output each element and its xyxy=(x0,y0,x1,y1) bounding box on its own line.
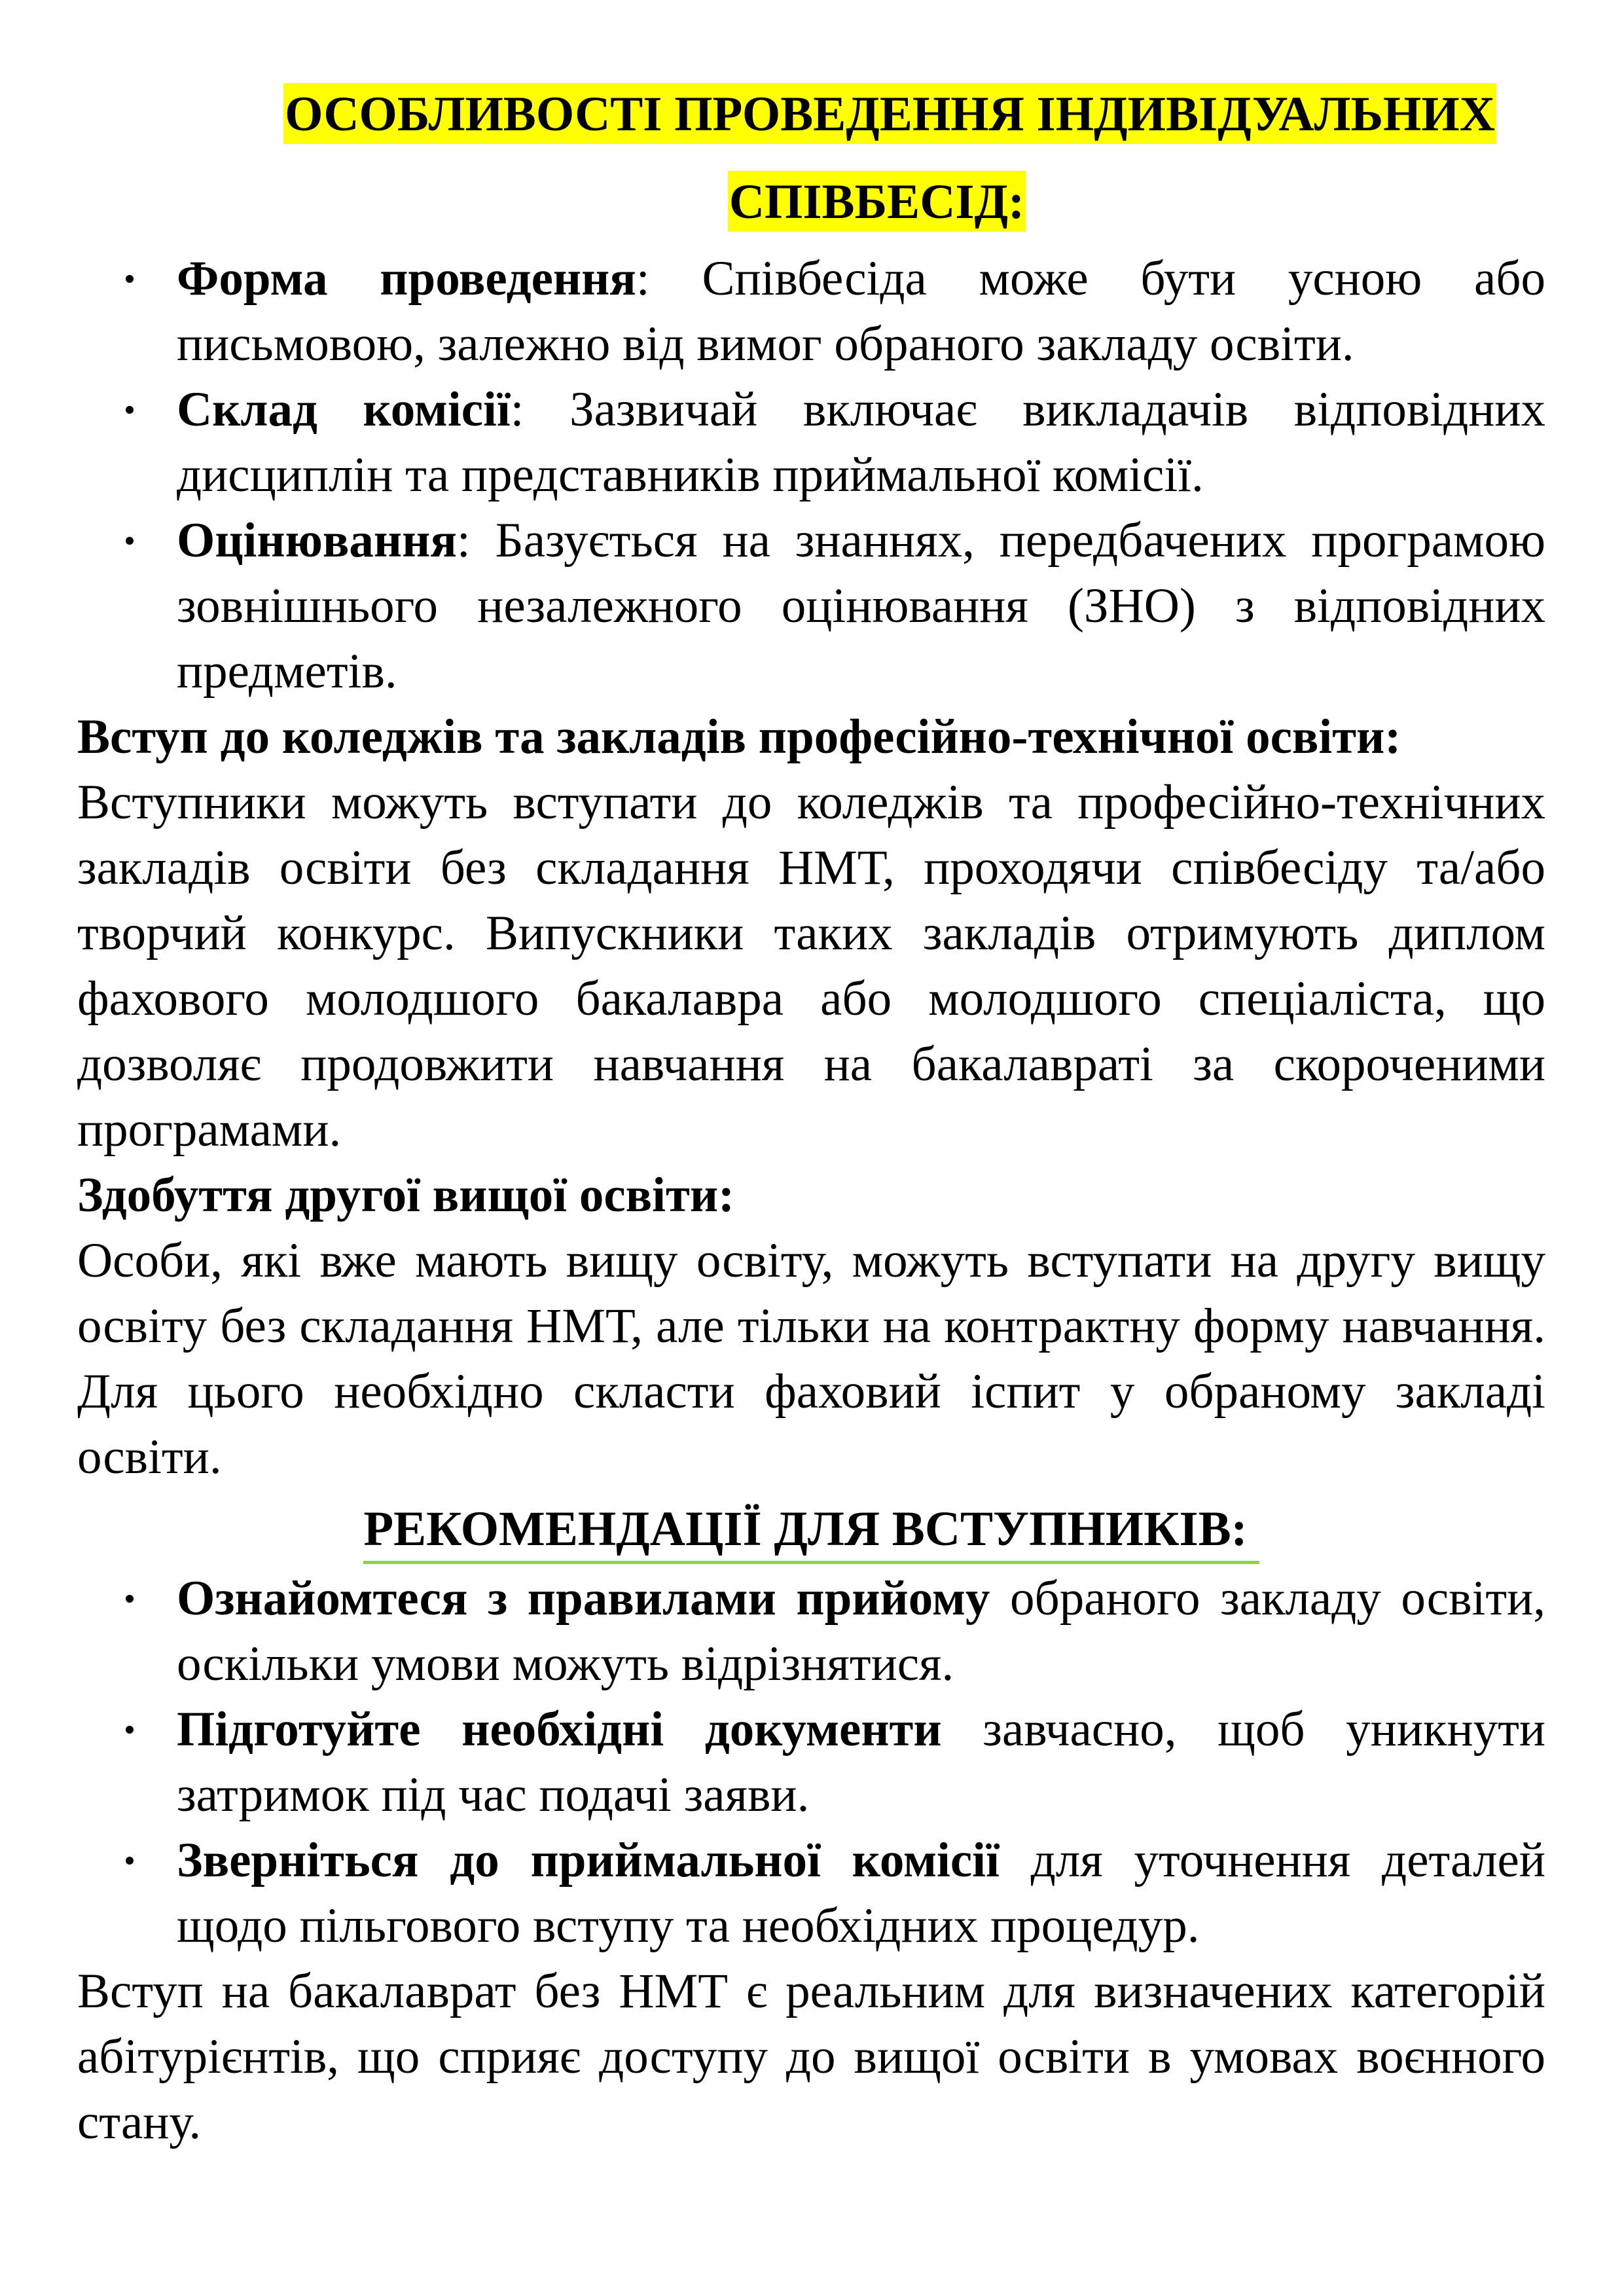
bullet-icon xyxy=(126,275,134,283)
feature-text: : Базується на знаннях, передбачених програмою зовнішнього незалежного оцінювання (ЗНО) з відповідних предметів. xyxy=(177,513,1545,699)
feature-text: : Співбесіда може бути усною або письмовою, залежно від вимог обраного закладу освіти. xyxy=(177,251,1546,371)
bullet-icon xyxy=(126,406,134,414)
heading-highlight-1: ОСОБЛИВОСТІ ПРОВЕДЕННЯ ІНДИВІДУАЛЬНИХ xyxy=(283,83,1496,144)
recommendation-term: Зверніться до приймальної комісії xyxy=(177,1833,1000,1887)
bullet-icon xyxy=(126,1857,134,1865)
recommendation-text: обраного закладу освіти, оскільки умови можуть відрізнятися. xyxy=(177,1571,1546,1691)
list-item xyxy=(77,1697,1545,1828)
heading-highlight-2: СПІВБЕСІД: xyxy=(728,171,1026,232)
recommendations-list xyxy=(77,1566,1545,1959)
recommendation-text: завчасно, щоб уникнути затримок під час подачі заяви. xyxy=(177,1702,1545,1822)
page-content xyxy=(77,71,1545,2155)
recommendations-heading-text: РЕКОМЕНДАЦІЇ ДЛЯ ВСТУПНИКІВ: xyxy=(363,1498,1259,1564)
recommendation-term: Ознайомтеся з правилами прийому xyxy=(177,1571,990,1626)
heading-line-2 xyxy=(77,158,1545,246)
recommendations-heading xyxy=(77,1490,1545,1566)
bullet-icon xyxy=(126,1726,134,1734)
list-item xyxy=(77,246,1545,377)
list-item xyxy=(77,1828,1545,1959)
recommendation-term: Підготуйте необхідні документи xyxy=(177,1702,942,1757)
feature-term: Склад комісії xyxy=(177,382,511,437)
conclusion-paragraph: Вступ на бакалаврат без НМТ є реальним для визначених категорій абітурієнтів, що сприяє доступу до вищої освіти в умовах воєнного стану. xyxy=(77,1964,1545,2149)
feature-text: : Зазвичай включає викладачів відповідних дисциплін та представників приймальної комісії. xyxy=(177,382,1546,502)
second-degree-paragraph: Особи, які вже мають вищу освіту, можуть вступати на другу вищу освіту без складання НМТ, але тільки на контрактну форму навчання. Для цього необхідно скласти фаховий іспит у обраному закладі освіти. xyxy=(77,1233,1545,1484)
second-degree-heading: Здобуття другої вищої освіти: xyxy=(77,1168,735,1222)
colleges-paragraph: Вступники можуть вступати до коледжів та професійно-технічних закладів освіти без складання НМТ, проходячи співбесіду та/або творчий конкурс. Випускники таких закладів отримують диплом фахового молодшого бакалавра або молодшого спеціаліста, що дозволяє продовжити навчання на бакалавраті за скороченими програмами. xyxy=(77,775,1545,1157)
list-item xyxy=(77,377,1545,508)
recommendation-text: для уточнення деталей щодо пільгового вступу та необхідних процедур. xyxy=(177,1833,1545,1953)
heading-line-1 xyxy=(77,71,1545,158)
bullet-icon xyxy=(126,537,134,545)
feature-term: Оцінювання xyxy=(177,513,457,568)
colleges-heading: Вступ до коледжів та закладів професійно-технічної освіти: xyxy=(77,710,1401,764)
feature-term: Форма проведення xyxy=(177,251,636,306)
bullet-icon xyxy=(126,1595,134,1603)
list-item xyxy=(77,508,1545,704)
list-item xyxy=(77,1566,1545,1697)
interview-features-list xyxy=(77,246,1545,704)
